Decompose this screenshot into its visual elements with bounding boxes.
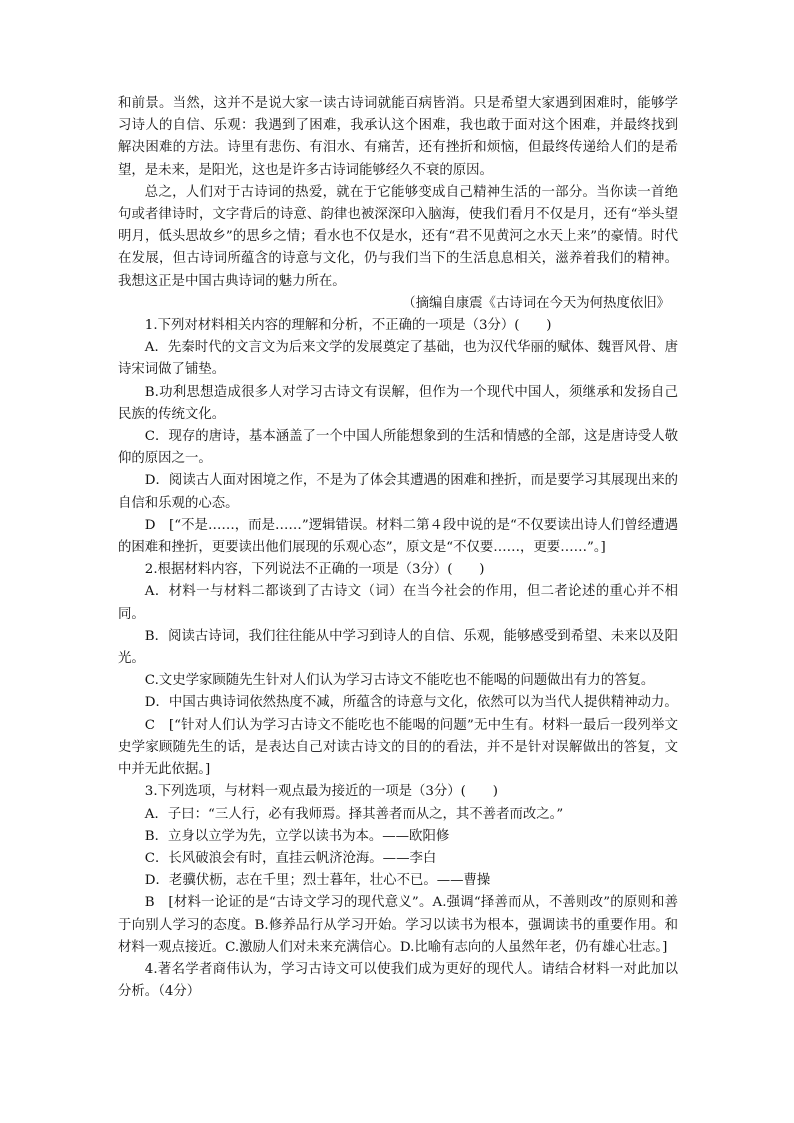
question-2-option-d: D．中国古典诗词依然热度不减，所蕴含的诗意与文化，依然可以为当代人提供精神动力。 [144,695,678,711]
question-2-answer: C [“针对人们认为学习古诗文不能吃也不能喝的问题”无中生有。材料一最后一段列举文史学家顾随先生的话，是表达自己对读古诗文的目的的看法，并不是针对误解做出的答复，文中并无此依据。] [118,717,678,778]
question-3-option-c: C．长风破浪会有时，直挂云帆济沧海。——李白 [144,850,437,866]
document-page [118,93,678,1003]
question-2-option-b: B．阅读古诗词，我们往往能从中学习到诗人的自信、乐观，能够感受到希望、未来以及阳光。 [118,628,678,667]
question-4-stem: 4.著名学者商伟认为，学习古诗文可以使我们成为更好的现代人。请结合材料一对此加以分析。（4分） [118,961,678,1000]
question-1-option-b: B.功利思想造成很多人对学习古诗文有误解，但作为一个现代中国人，须继承和发扬自己民族的传统文化。 [118,384,678,422]
question-2-option-c: C.文史学家顾随先生针对人们认为学习古诗文不能吃也不能喝的问题做出有力的答复。 [144,673,655,689]
question-3-answer: B [材料一论证的是“古诗文学习的现代意义”。A.强调“择善而从，不善则改”的原则和善于向别人学习的态度。B.修养品行从学习开始。学习以读书为根本，强调读书的重要作用。和材料一观点接近。C.激励人们对未来充满信心。D.比喻有志向的人虽然年老，仍有雄心壮志。] [118,895,678,955]
question-2-stem: 2.根据材料内容，下列说法不正确的一项是（3分）( ) [144,562,485,578]
question-1-answer: D [“不是……，而是……”逻辑错误。材料二第４段中说的是“不仅要读出诗人们曾经遭遇的困难和挫折，更要读出他们展现的乐观心态”，原文是“不仅要……，更要……”。] [118,517,678,556]
question-2-option-a: A．材料一与材料二都谈到了古诗文（词）在当今社会的作用，但二者论述的重心并不相同。 [118,584,678,622]
question-1-option-a: A．先秦时代的文言文为后来文学的发展奠定了基础，也为汉代华丽的赋体、魏晋风骨、唐诗宋词做了铺垫。 [118,340,678,378]
question-3-option-a: A．子曰：“三人行，必有我师焉。择其善者而从之，其不善者而改之。” [144,806,564,822]
source-citation: （摘编自康震《古诗词在今天为何热度依旧》 [402,295,670,311]
question-3-option-d: D．老骥伏枥，志在千里；烈士暮年，壮心不已。——曹操 [144,873,491,889]
paragraph-summary: 总之，人们对于古诗词的热爱，就在于它能够变成自己精神生活的一部分。当你读一首绝句或者律诗时，文字背后的诗意、韵律也被深深印入脑海，使我们看月不仅是月，还有“举头望明月，低头思故乡”的思乡之情；看水也不仅是水，还有“君不见黄河之水天上来”的豪情。时代在发展，但古诗词所蕴含的诗意与文化，仍与我们当下的生活息息相关，滋养着我们的精神。我想这正是中国古典诗词的魅力所在。 [118,184,678,289]
question-1-option-c: C．现存的唐诗，基本涵盖了一个中国人所能想象到的生活和情感的全部，这是唐诗受人敬仰的原因之一。 [118,429,678,467]
question-1-option-d: D．阅读古人面对困境之作，不是为了体会其遭遇的困难和挫折，而是要学习其展现出来的自信和乐观的心态。 [118,473,678,511]
question-3-option-b: B．立身以立学为先，立学以读书为本。——欧阳修 [144,828,450,844]
paragraph-conclusion-continued: 和前景。当然，这并不是说大家一读古诗词就能百病皆消。只是希望大家遇到困难时，能够学习诗人的自信、乐观：我遇到了困难，我承认这个困难，我也敢于面对这个困难，并最终找到解决困难的方法。诗里有悲伤、有泪水、有痛苦，还有挫折和烦恼，但最终传递给人们的是希望，是未来，是阳光，这也是许多古诗词能够经久不衰的原因。 [118,96,678,178]
question-1-stem: 1.下列对材料相关内容的理解和分析，不正确的一项是（3分）( ) [144,318,552,334]
question-3-stem: 3.下列选项，与材料一观点最为接近的一项是（3分）( ) [144,784,498,800]
